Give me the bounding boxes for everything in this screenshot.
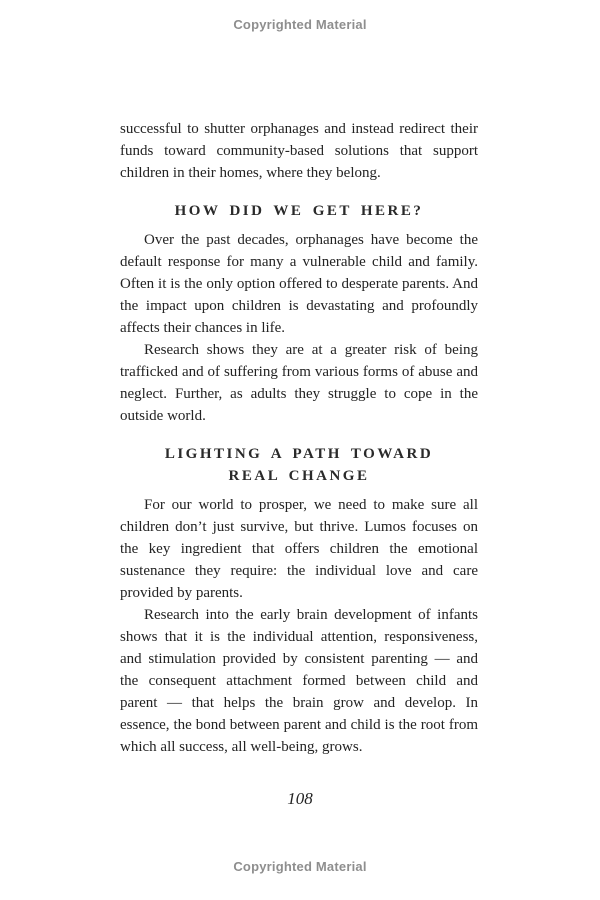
page-text-column [120,118,478,758]
copyright-watermark-bottom: Copyrighted Material [233,859,367,874]
body-paragraph: successful to shutter orphanages and instead redirect their funds toward community-based solutions that support children in their homes, where they belong. [120,121,478,181]
copyright-watermark-top: Copyrighted Material [233,17,367,32]
body-paragraph: For our world to prosper, we need to make sure all children don’t just survive, but thrive. Lumos focuses on the key ingredient that offers children the emotional sustenance they require: the individual love and care provided by parents. [120,497,478,601]
body-paragraph: Research into the early brain development of infants shows that it is the individual attention, responsiveness, and stimulation provided by consistent parenting — and the consequent attachment formed between child and parent — that helps the brain grow and develop. In essence, the bond between parent and child is the root from which all success, all well-being, grows. [120,607,478,755]
section-heading [120,443,478,487]
section-heading-line: HOW DID WE GET HERE? [174,203,424,219]
body-paragraph: Over the past decades, orphanages have become the default response for many a vulnerable child and family. Often it is the only option offered to desperate parents. And the impact upon children is devastating and profoundly affects their chances in life. [120,232,478,336]
text-blocks [120,118,478,758]
section-heading-line: LIGHTING A PATH TOWARD [164,446,434,462]
section-heading [120,200,478,222]
body-paragraph: Research shows they are at a greater risk of being trafficked and of suffering from various forms of abuse and neglect. Further, as adults they struggle to cope in the outside world. [120,342,478,424]
section-heading-line: REAL CHANGE [228,468,370,484]
page-number: 108 [287,789,313,808]
